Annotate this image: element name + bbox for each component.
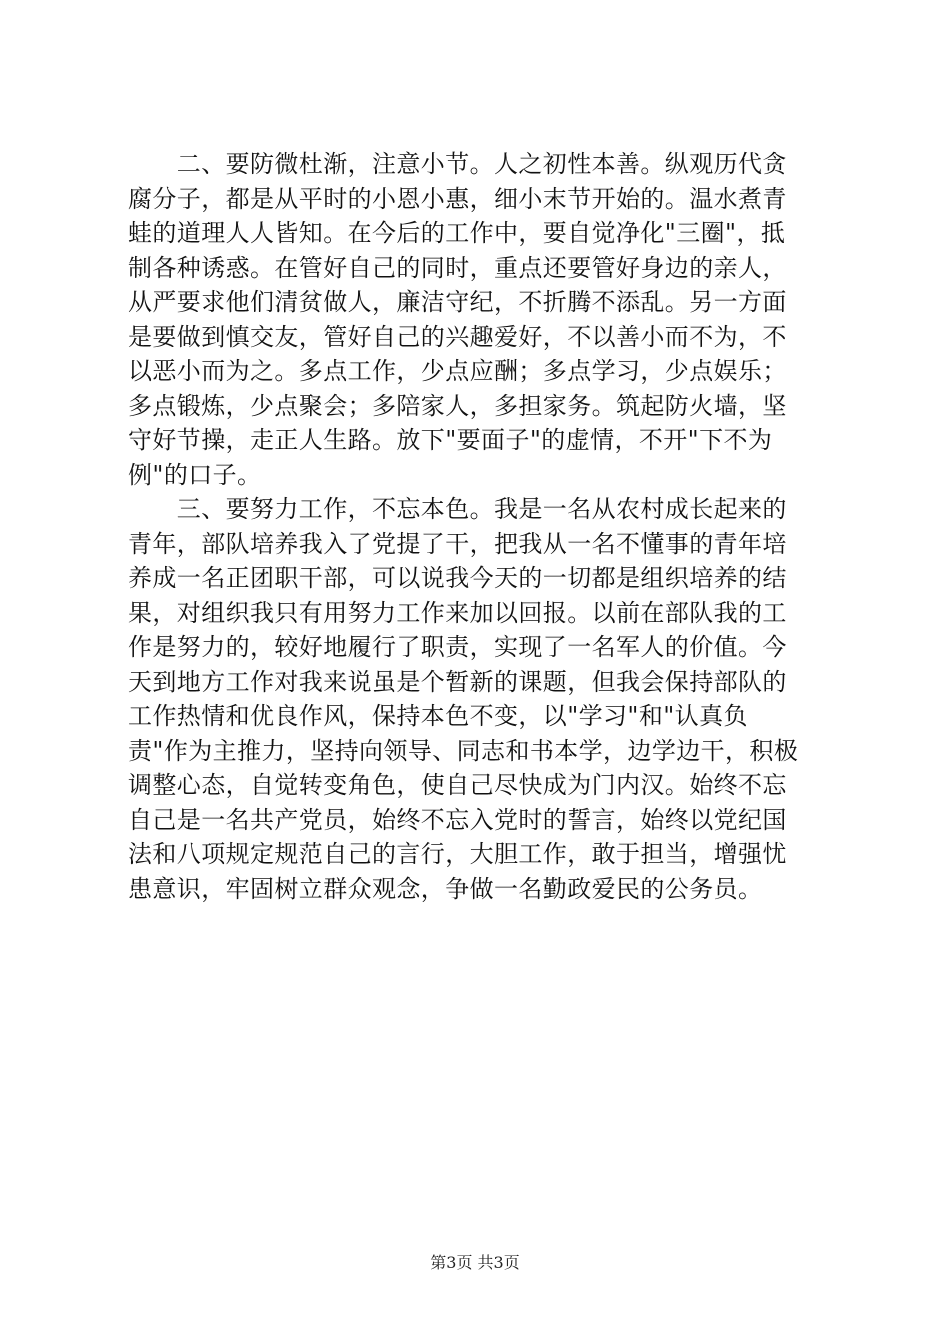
page-number-footer: 第3页 共3页 xyxy=(430,1253,520,1272)
text-line: 以恶小而为之。多点工作，少点应酬；多点学习，少点娱乐； xyxy=(128,357,787,385)
text-line: 法和八项规定规范自己的言行，大胆工作，敢于担当，增强忧 xyxy=(128,840,787,868)
text-line: 二、要防微杜渐，注意小节。人之初性本善。纵观历代贪 xyxy=(128,150,787,178)
text-line: 调整心态，自觉转变角色，使自己尽快成为门内汉。始终不忘 xyxy=(128,771,787,799)
text-line: 三、要努力工作，不忘本色。我是一名从农村成长起来的 xyxy=(128,495,787,523)
text-line: 青年，部队培养我入了党提了干，把我从一名不懂事的青年培 xyxy=(128,529,787,558)
text-line: 腐分子，都是从平时的小恩小惠，细小末节开始的。温水煮青 xyxy=(128,184,787,213)
document-body xyxy=(128,147,824,906)
text-line: 责"作为主推力，坚持向领导、同志和书本学，边学边干，积极 xyxy=(128,736,799,765)
text-line: 例"的口子。 xyxy=(128,460,262,489)
text-line: 守好节操，走正人生路。放下"要面子"的虚情，不开"下不为 xyxy=(128,426,773,454)
text-line: 患意识，牢固树立群众观念，争做一名勤政爱民的公务员。 xyxy=(128,874,763,903)
text-line: 养成一名正团职干部，可以说我今天的一切都是组织培养的结 xyxy=(128,564,787,592)
text-line: 作是努力的，较好地履行了职责，实现了一名军人的价值。今 xyxy=(128,633,787,661)
text-line: 果，对组织我只有用努力工作来加以回报。以前在部队我的工 xyxy=(128,598,787,627)
text-line: 天到地方工作对我来说虽是个暂新的课题，但我会保持部队的 xyxy=(128,667,787,696)
text-line: 多点锻炼，少点聚会；多陪家人，多担家务。筑起防火墙，坚 xyxy=(128,391,787,420)
text-line: 蛙的道理人人皆知。在今后的工作中，要自觉净化"三圈"，抵 xyxy=(128,219,786,247)
text-line: 制各种诱惑。在管好自己的同时，重点还要管好身边的亲人， xyxy=(128,253,787,282)
text-line: 工作热情和优良作风，保持本色不变，以"学习"和"认真负 xyxy=(128,702,748,730)
text-line: 自己是一名共产党员，始终不忘入党时的誓言，始终以党纪国 xyxy=(128,805,787,834)
text-line: 是要做到慎交友，管好自己的兴趣爱好，不以善小而不为，不 xyxy=(128,322,787,351)
text-line: 从严要求他们清贫做人，廉洁守纪，不折腾不添乱。另一方面 xyxy=(128,288,787,316)
